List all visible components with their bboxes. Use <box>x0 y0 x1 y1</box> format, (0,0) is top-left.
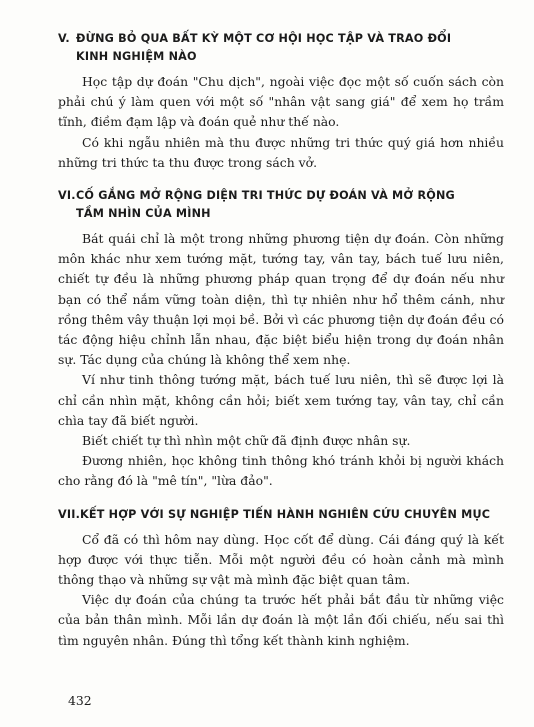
section-number: VI. <box>58 189 76 203</box>
section-heading <box>58 506 504 524</box>
section-v <box>58 30 504 173</box>
section-heading-line1: KẾT HỢP VỚI SỰ NGHIỆP TIẾN HÀNH NGHIÊN CỨU CHUYÊN MỤC <box>80 507 491 521</box>
section-number: VII. <box>58 507 81 521</box>
section-heading-line2: KINH NGHIỆM NÀO <box>76 50 197 63</box>
page-number: 432 <box>68 693 92 708</box>
paragraph: Ví như tinh thông tướng mặt, bách tuế lưu niên, thì sẽ được lợi là chỉ cần nhìn mặt, không cần hỏi; biết xem tướng tay, vân tay, chỉ cần chìa tay đã biết người. <box>58 372 504 428</box>
paragraph: Học tập dự đoán "Chu dịch", ngoài việc đọc một số cuốn sách còn phải chú ý làm quen với một số "nhân vật sang giá" để xem họ trầm tĩnh, điềm đạm lập và đoán quẻ như thế nào. <box>58 74 504 130</box>
page-content <box>58 30 504 651</box>
section-heading-line1: ĐỪNG BỎ QUA BẤT KỲ MỘT CƠ HỘI HỌC TẬP VÀ TRAO ĐỔI <box>76 32 452 45</box>
paragraph: Cổ đã có thì hôm nay dùng. Học cốt để dùng. Cái đáng quý là kết hợp được với thực tiễn. Mỗi một người đều có hoàn cảnh mà mình thông thạo và những sự vật mà mình đặc biệt quan tâm. <box>58 531 504 588</box>
section-heading <box>58 30 504 66</box>
section-number: V. <box>58 32 70 45</box>
paragraph: Bát quái chỉ là một trong những phương tiện dự đoán. Còn những môn khác như xem tướng mặt, tướng tay, vân tay, bách tuế lưu niên, chiết tự đều là những phương pháp quan trọng để dự đoán nếu như bạn có thể nắm vững toàn diện, thì tự nhiên như hổ thêm cánh, như rồng thêm vây thuận lợi mọi bề. Bởi vì các phương tiện dự đoán đều có tác động hiệu chỉnh lẫn nhau, đặc biệt biểu hiện trong dự đoán nhân sự. Tác dụng của chúng là không thể xem nhẹ. <box>58 231 504 368</box>
paragraph: Việc dự đoán của chúng ta trước hết phải bắt đầu từ những việc của bản thân mình. Mỗi lần dự đoán là một lần đối chiếu, nếu sai thì tìm nguyên nhân. Đúng thì tổng kết thành kinh nghiệm. <box>58 592 504 648</box>
paragraph: Đương nhiên, học không tinh thông khó tránh khỏi bị người khách cho rằng đó là "mê tín", "lừa đảo". <box>58 453 504 489</box>
section-heading-line2: TẦM NHÌN CỦA MÌNH <box>76 207 211 221</box>
section-vii <box>58 506 504 651</box>
section-vi <box>58 187 504 492</box>
paragraph: Biết chiết tự thì nhìn một chữ đã định được nhân sự. <box>82 433 411 449</box>
section-heading-line1: CỐ GẮNG MỞ RỘNG DIỆN TRI THỨC DỰ ĐOÁN VÀ MỞ RỘNG <box>76 189 455 203</box>
paragraph: Có khi ngẫu nhiên mà thu được những tri thức quý giá hơn nhiều những tri thức ta thu được trong sách vở. <box>58 134 504 170</box>
section-heading <box>58 187 504 223</box>
